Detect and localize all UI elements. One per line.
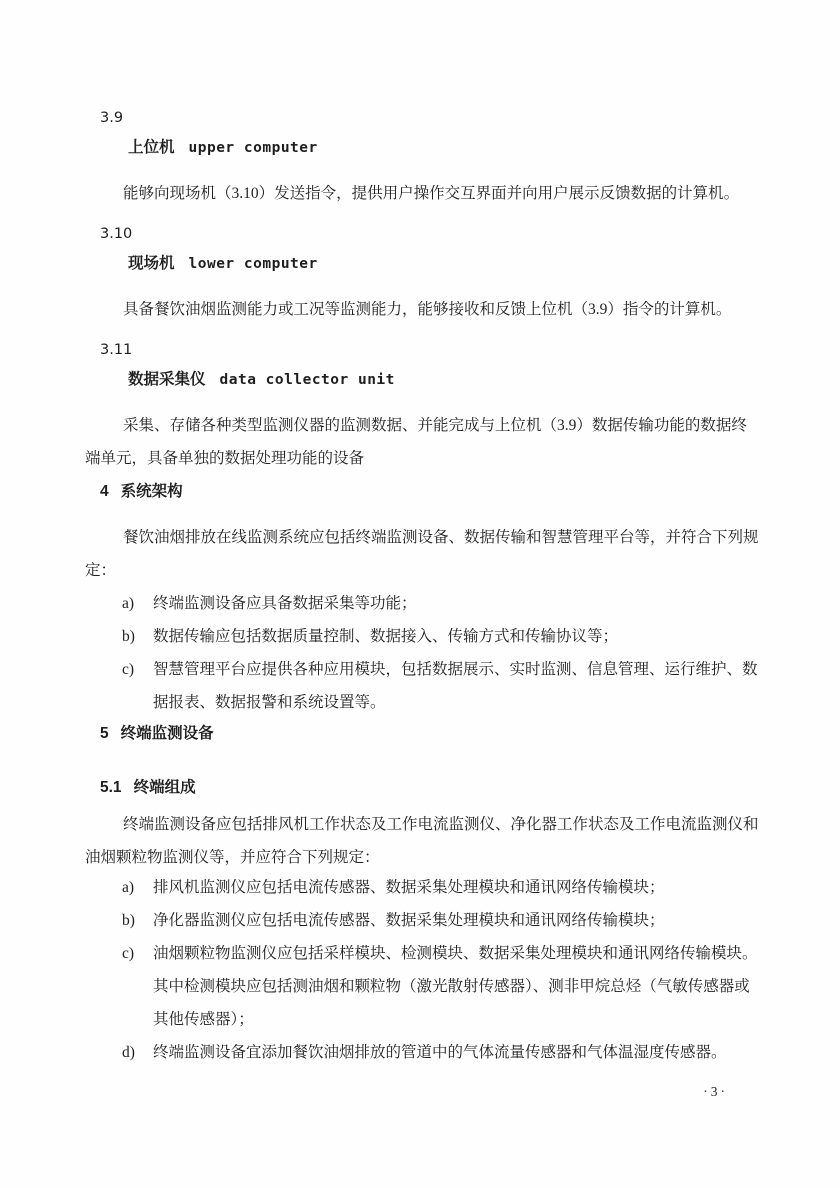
section-number: 4: [100, 483, 109, 500]
term-name-en: data collector unit: [219, 372, 395, 388]
term-name-en: lower computer: [188, 256, 318, 272]
term-section-3-9: [85, 102, 760, 210]
section-title: 终端监测设备: [120, 725, 214, 742]
section-5-terminal-monitoring-equipment: [85, 717, 760, 1069]
list-item-label: a): [122, 595, 135, 612]
section-number: 5: [100, 725, 109, 742]
list-item-label: d): [122, 1044, 135, 1061]
term-name-en: upper computer: [188, 140, 318, 156]
term-section-3-11: [85, 334, 760, 475]
clause-number: 3.10: [100, 226, 133, 242]
term-definition: 采集、存储各种类型监测仪器的监测数据、并能完成与上位机（3.9）数据传输功能的数据终端单元，具备单独的数据处理功能的设备: [85, 417, 747, 467]
term-definition: 能够向现场机（3.10）发送指令，提供用户操作交互界面并向用户展示反馈数据的计算机。: [123, 185, 740, 202]
list-item-label: a): [122, 879, 135, 896]
list-item: [85, 1036, 760, 1069]
term-definition: 具备餐饮油烟监测能力或工况等监测能力，能够接收和反馈上位机（3.9）指令的计算机。: [123, 301, 732, 318]
term-heading: [85, 247, 760, 281]
list-item-label: c): [122, 661, 135, 678]
clause-number: 3.9: [100, 110, 124, 126]
list-item-label: b): [122, 628, 135, 645]
list-item-text: 数据传输应包括数据质量控制、数据接入、传输方式和传输协议等；: [153, 628, 619, 645]
term-heading: [85, 363, 760, 397]
subsection-intro-paragraph: 终端监测设备应包括排风机工作状态及工作电流监测仪、净化器工作状态及工作电流监测仪和油烟颗粒物监测仪等，并应符合下列规定：: [85, 816, 759, 866]
clause-list: [85, 587, 760, 719]
term-name-zh: 现场机: [128, 255, 175, 272]
list-item: [85, 653, 760, 719]
list-item: [85, 904, 760, 937]
section-heading: [85, 475, 760, 508]
section-intro-paragraph: 餐饮油烟排放在线监测系统应包括终端监测设备、数据传输和智慧管理平台等，并符合下列规定：: [85, 529, 759, 579]
list-item: [85, 937, 760, 1036]
list-item-text: 排风机监测仪应包括电流传感器、数据采集处理模块和通讯网络传输模块；: [153, 879, 665, 896]
term-name-zh: 数据采集仪: [128, 371, 206, 388]
section-heading: [85, 717, 760, 750]
list-item-text: 终端监测设备应具备数据采集等功能；: [153, 595, 417, 612]
term-section-3-10: [85, 218, 760, 326]
section-4-system-architecture: [85, 475, 760, 719]
list-item-label: c): [122, 945, 135, 962]
subsection-number: 5.1: [100, 779, 122, 796]
term-name-zh: 上位机: [128, 139, 175, 156]
list-item-text: 油烟颗粒物监测仪应包括采样模块、检测模块、数据采集处理模块和通讯网络传输模块。其中检测模块应包括测油烟和颗粒物（激光散射传感器）、测非甲烷总烃（气敏传感器或其他传感器）；: [153, 945, 758, 1028]
list-item-text: 终端监测设备宜添加餐饮油烟排放的管道中的气体流量传感器和气体温湿度传感器。: [153, 1044, 727, 1061]
list-item: [85, 871, 760, 904]
page-number: ·3·: [703, 1084, 728, 1099]
list-item: [85, 587, 760, 620]
clause-list: [85, 871, 760, 1069]
list-item-text: 净化器监测仪应包括电流传感器、数据采集处理模块和通讯网络传输模块；: [153, 912, 665, 929]
document-content: [85, 0, 760, 1069]
clause-number: 3.11: [100, 342, 133, 358]
list-item-label: b): [122, 912, 135, 929]
list-item: [85, 620, 760, 653]
list-item-text: 智慧管理平台应提供各种应用模块，包括数据展示、实时监测、信息管理、运行维护、数据报表、数据报警和系统设置等。: [153, 661, 758, 711]
subsection-heading: [85, 771, 760, 804]
term-heading: [85, 131, 760, 165]
subsection-title: 终端组成: [133, 779, 196, 796]
section-title: 系统架构: [120, 483, 183, 500]
